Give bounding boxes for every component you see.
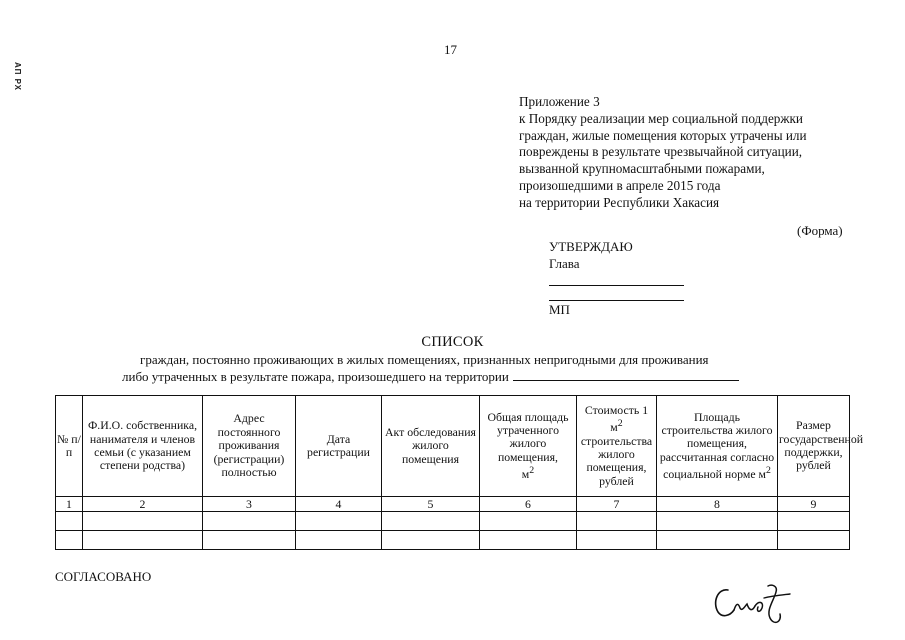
header-construction-area: Площадь строительства жилого помещения, рассчитанная согласно социальной норме $м^2$ (657, 396, 778, 497)
column-number: 9 (778, 497, 850, 512)
column-number: 4 (296, 497, 382, 512)
header-number: № п/п (56, 396, 83, 497)
header-full-name: Ф.И.О. собственника, нанимателя и членов семьи (с указанием степени родства) (83, 396, 203, 497)
list-subtitle-line1: граждан, постоянно проживающих в жилых помещениях, признанных непригодными для проживания (140, 352, 709, 367)
column-number: 2 (83, 497, 203, 512)
header-inspection-act: Акт обследования жилого помещения (382, 396, 480, 497)
form-tag: (Форма) (797, 223, 843, 238)
header-address: Адрес постоянного проживания (регистрации) полностью (203, 396, 296, 497)
stamp-label: МП (549, 302, 570, 317)
appendix-line: на территории Республики Хакасия (519, 194, 720, 210)
appendix-header (519, 94, 807, 212)
table-row (56, 531, 850, 550)
agreed-label: СОГЛАСОВАНО (55, 569, 152, 584)
approval-block (549, 238, 633, 317)
approval-title: УТВЕРЖДАЮ (549, 239, 633, 254)
column-number: 8 (657, 497, 778, 512)
header-registration-date: Дата регистрации (296, 396, 382, 497)
column-number: 6 (480, 497, 577, 512)
list-subtitle-line2 (122, 369, 739, 385)
approval-position: Глава (549, 256, 580, 271)
column-number: 7 (577, 497, 657, 512)
table-row (56, 512, 850, 531)
column-number: 5 (382, 497, 480, 512)
citizens-table (55, 395, 864, 550)
territory-fill-line (513, 369, 739, 381)
appendix-line: произошедшими в апреле 2015 года (519, 177, 721, 193)
appendix-line: Приложение 3 (519, 94, 600, 109)
column-number: 1 (56, 497, 83, 512)
appendix-line: граждан, жилые помещения которых утрачены или (519, 127, 807, 143)
appendix-line: повреждены в результате чрезвычайной ситуации, (519, 144, 803, 160)
header-total-area: Общая площадь утраченного жилого помещения, $м^2$ (480, 396, 577, 497)
page-number: 17 (444, 42, 457, 57)
list-title: СПИСОК (421, 334, 484, 350)
header-cost-per-sqm: Стоимость 1 $м^2$ строительства жилого помещения, рублей (577, 396, 657, 497)
appendix-line: вызванной крупномасштабными пожарами, (519, 161, 765, 177)
document-side-mark: АП РХ (13, 62, 22, 92)
signature-line (549, 285, 684, 286)
list-subtitle-text: либо утраченных в результате пожара, произошедшего на территории (122, 369, 509, 384)
handwritten-signature (712, 582, 794, 630)
appendix-line: к Порядку реализации мер социальной поддержки (519, 110, 803, 126)
header-support-amount: Размер государственной поддержки, рублей (778, 396, 850, 497)
column-number: 3 (203, 497, 296, 512)
